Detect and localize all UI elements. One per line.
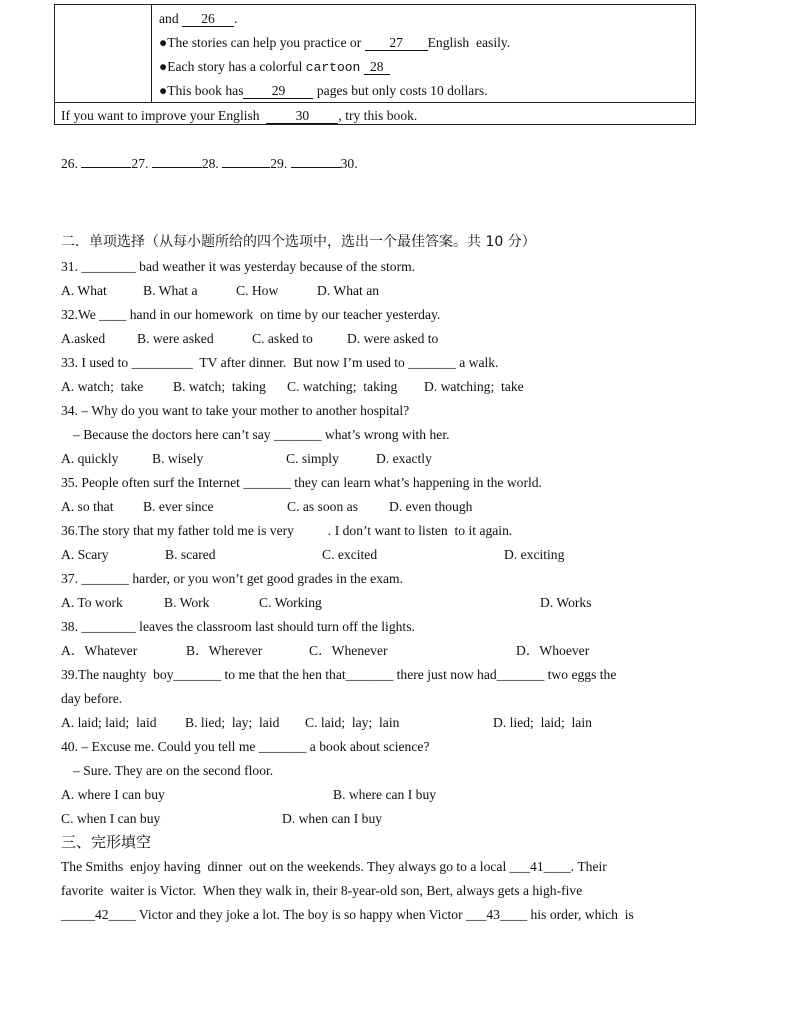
- q32-option-c: C. asked to: [252, 331, 313, 346]
- q38-option-a: A．Whatever: [61, 643, 138, 658]
- question-39: 39.The naughty boy_______ to me that the hen that_______ there just now had_______ two eggs the: [61, 667, 617, 682]
- blank-27: 27: [365, 36, 428, 51]
- answer-27-label: 27.: [131, 156, 149, 171]
- table-line-2: [159, 35, 510, 51]
- q33-option-d: D. watching; take: [424, 379, 524, 394]
- table-row-2: [61, 108, 417, 124]
- table-line-4: [159, 83, 488, 99]
- q36-option-a: A. Scary: [61, 547, 109, 562]
- q37-option-c: C. Working: [259, 595, 322, 610]
- question-32: 32.We ____ hand in our homework on time by our teacher yesterday.: [61, 307, 441, 322]
- text: pages but only costs 10 dollars.: [313, 83, 488, 98]
- answer-30-label: 30.: [340, 156, 358, 171]
- q32-option-d: D. were asked to: [347, 331, 439, 346]
- q33-option-a: A. watch; take: [61, 379, 144, 394]
- word-cartoon: cartoon: [305, 60, 361, 75]
- text: If you want to improve your English: [61, 108, 267, 123]
- question-31: 31. ________ bad weather it was yesterday because of the storm.: [61, 259, 416, 274]
- text: and: [159, 11, 183, 26]
- question-34-reply: – Because the doctors here can’t say _______ what’s wrong with her.: [73, 427, 450, 442]
- q34-option-c: C. simply: [286, 451, 339, 466]
- q33-option-b: B. watch; taking: [173, 379, 266, 394]
- passage-line-1: The Smiths enjoy having dinner out on the weekends. They always go to a local ___41____. Their: [61, 859, 607, 874]
- q35-option-b: B. ever since: [143, 499, 214, 514]
- q35-option-c: C. as soon as: [287, 499, 358, 514]
- passage-line-3: _____42____ Victor and they joke a lot. The boy is so happy when Victor ___43____ his order, which is: [61, 907, 634, 922]
- table-line-3: [159, 59, 390, 76]
- answer-28-label: 28.: [201, 156, 219, 171]
- q39-option-c: C. laid; lay; lain: [305, 715, 400, 730]
- q34-option-d: D. exactly: [376, 451, 432, 466]
- question-34: 34. – Why do you want to take your mother to another hospital?: [61, 403, 410, 418]
- q36-option-d: D. exciting: [504, 547, 565, 562]
- q40-option-d: D. when can I buy: [282, 811, 383, 826]
- blank-29: 29: [243, 84, 313, 99]
- q36-option-b: B. scared: [165, 547, 216, 562]
- q31-option-b: B. What a: [143, 283, 198, 298]
- answer-26-blank[interactable]: [81, 167, 131, 168]
- q40-option-a: A. where I can buy: [61, 787, 165, 802]
- text: .: [234, 11, 238, 26]
- question-40: 40. – Excuse me. Could you tell me _______ a book about science?: [61, 739, 430, 754]
- answer-29-label: 29.: [270, 156, 288, 171]
- question-36: 36.The story that my father told me is very . I don’t want to listen to it again.: [61, 523, 513, 538]
- q37-option-a: A. To work: [61, 595, 123, 610]
- question-38: 38. ________ leaves the classroom last should turn off the lights.: [61, 619, 415, 634]
- q32-option-a: A.asked: [61, 331, 106, 346]
- text: ●Each story has a colorful: [159, 59, 306, 74]
- question-33: 33. I used to _________ TV after dinner. But now I’m used to _______ a walk.: [61, 355, 499, 370]
- answer-27-blank[interactable]: [152, 167, 202, 168]
- q39-option-a: A. laid; laid; laid: [61, 715, 157, 730]
- q36-option-c: C. excited: [322, 547, 378, 562]
- text: ●This book has: [159, 83, 244, 98]
- q38-option-b: B．Wherever: [186, 643, 263, 658]
- q40-option-b: B. where can I buy: [333, 787, 437, 802]
- text: , try this book.: [338, 108, 418, 123]
- q31-option-a: A. What: [61, 283, 107, 298]
- q39-option-b: B. lied; lay; laid: [185, 715, 280, 730]
- blank-30: 30: [266, 109, 338, 124]
- table-line-1: [159, 11, 237, 27]
- q40-option-c: C. when I can buy: [61, 811, 161, 826]
- q38-option-d: D．Whoever: [516, 643, 590, 658]
- q38-option-c: C．Whenever: [309, 643, 388, 658]
- question-40-reply: – Sure. They are on the second floor.: [73, 763, 274, 778]
- answer-26-label: 26.: [61, 156, 78, 171]
- question-35: 35. People often surf the Internet _______ they can learn what’s happening in the world.: [61, 475, 542, 490]
- q35-option-d: D. even though: [389, 499, 473, 514]
- q37-option-d: D. Works: [540, 595, 592, 610]
- text: ●The stories can help you practice or: [159, 35, 365, 50]
- q33-option-c: C. watching; taking: [287, 379, 398, 394]
- table-column-divider: [151, 5, 152, 102]
- blank-28: 28: [364, 60, 390, 75]
- passage-line-2: favorite waiter is Victor. When they walk in, their 8-year-old son, Bert, always gets a high-five: [61, 883, 583, 898]
- question-37: 37. _______ harder, or you won’t get good grades in the exam.: [61, 571, 403, 586]
- q31-option-d: D. What an: [317, 283, 380, 298]
- q32-option-b: B. were asked: [137, 331, 214, 346]
- q37-option-b: B. Work: [164, 595, 210, 610]
- q34-option-b: B. wisely: [152, 451, 204, 466]
- q35-option-a: A. so that: [61, 499, 114, 514]
- q39-option-d: D. lied; laid; lain: [493, 715, 592, 730]
- answer-28-blank[interactable]: [222, 167, 270, 168]
- section-3-title: 三、完形填空: [61, 833, 152, 851]
- table-row-divider: [55, 102, 695, 103]
- q34-option-a: A. quickly: [61, 451, 119, 466]
- answer-line: [61, 156, 358, 172]
- answer-29-blank[interactable]: [291, 167, 341, 168]
- q31-option-c: C. How: [236, 283, 279, 298]
- section-2-title: 二．单项选择（从每小题所给的四个选项中，选出一个最佳答案。共 10 分）: [61, 234, 536, 250]
- text: English easily.: [427, 35, 511, 50]
- blank-26: 26: [182, 12, 234, 27]
- question-39-cont: day before.: [61, 691, 123, 706]
